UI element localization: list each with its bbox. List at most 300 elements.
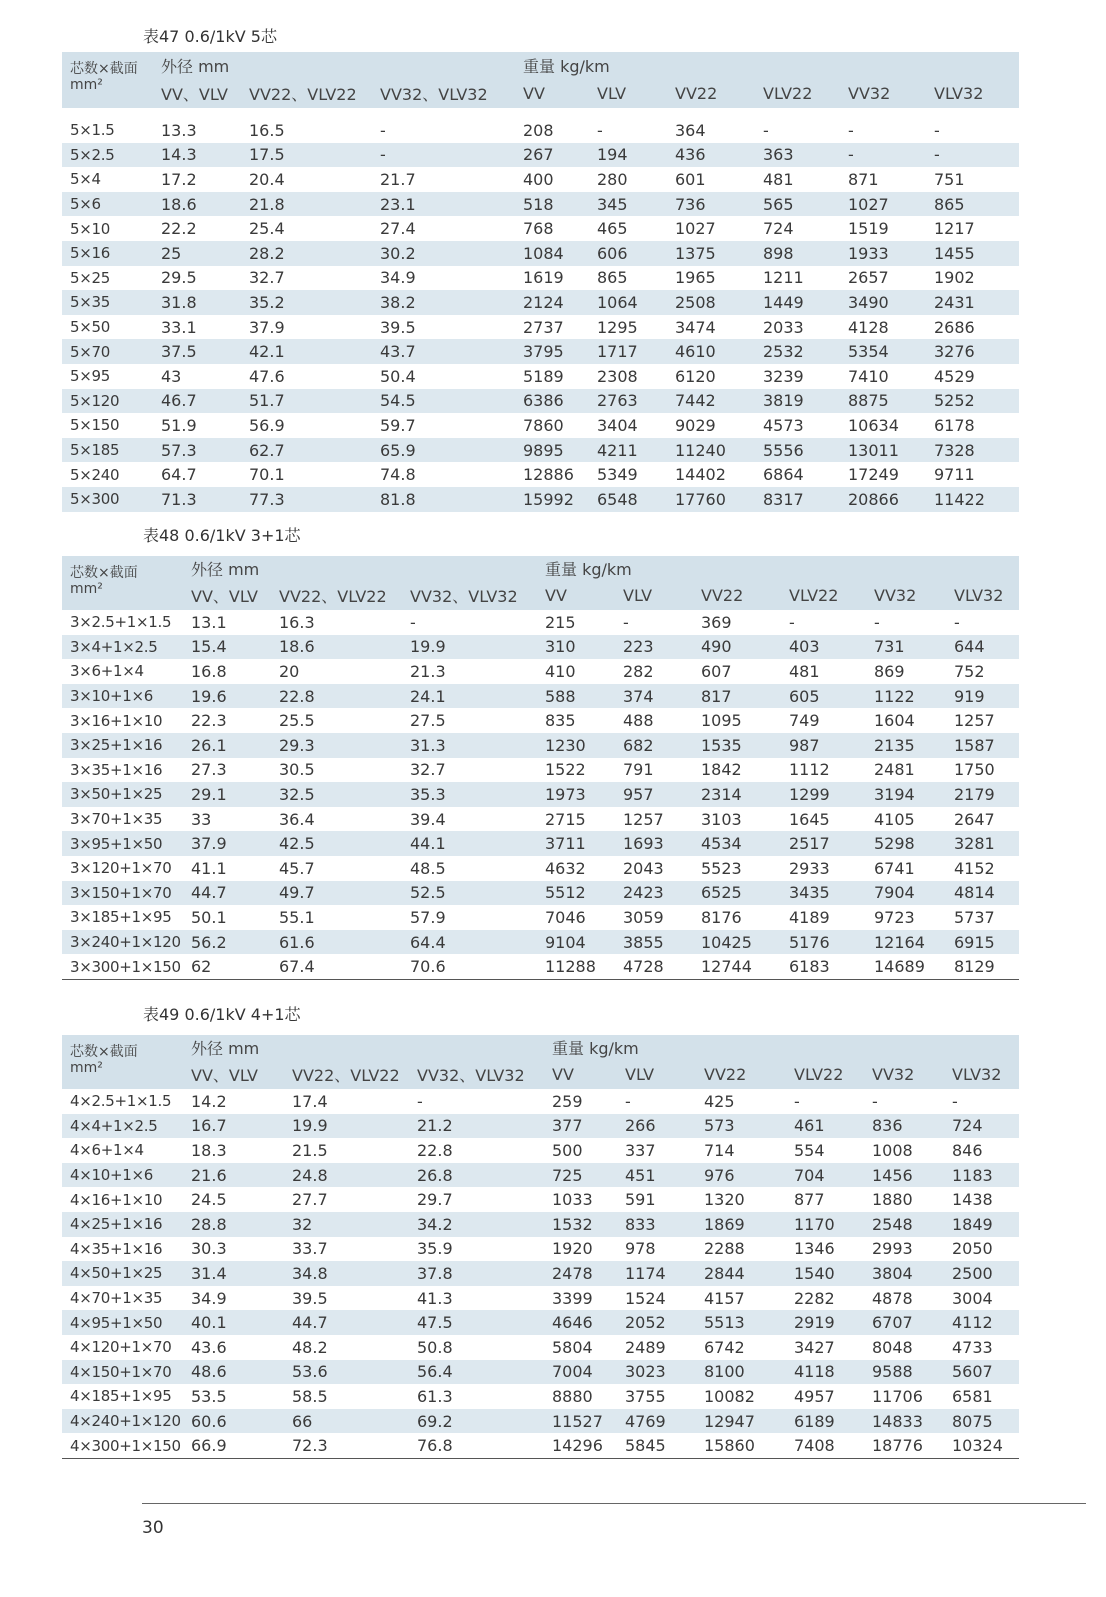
cell-value: 56.4 xyxy=(409,1360,544,1385)
cell-value: 833 xyxy=(617,1212,696,1237)
cell-value: 3755 xyxy=(617,1384,696,1409)
table-row xyxy=(62,905,1019,930)
cell-value: 1532 xyxy=(544,1212,617,1237)
cell-spec: 4×2.5+1×1.5 xyxy=(62,1089,183,1114)
cell-value: 32 xyxy=(284,1212,409,1237)
column-group-outer-diameter: 外径 mm xyxy=(153,52,515,78)
cell-value: 1230 xyxy=(537,733,615,758)
cell-value: 9588 xyxy=(864,1360,944,1385)
cell-value: 1717 xyxy=(589,339,667,364)
table-row xyxy=(62,389,1019,414)
table-48 xyxy=(62,556,1019,980)
table-row xyxy=(62,315,1019,340)
cell-value: 8048 xyxy=(864,1335,944,1360)
cell-value: 1027 xyxy=(675,219,716,239)
cell-value: 752 xyxy=(946,659,1019,684)
table-row xyxy=(62,364,1019,389)
cell-value: 12947 xyxy=(696,1409,786,1434)
cell-value: 835 xyxy=(537,708,615,733)
column-header-weight: VV xyxy=(537,580,615,610)
cell-value: - xyxy=(848,120,854,140)
cell-value: 403 xyxy=(781,635,866,660)
table-row xyxy=(62,782,1019,807)
cell-value: 8176 xyxy=(693,905,781,930)
cell-value: 33.1 xyxy=(161,317,197,337)
cell-value: - xyxy=(934,120,940,140)
cell-value: 12744 xyxy=(693,954,781,979)
cell-value: 18.6 xyxy=(153,192,241,217)
cell-value: 10634 xyxy=(848,415,899,435)
cell-value: 35.9 xyxy=(409,1237,544,1262)
cell-value: 714 xyxy=(696,1138,786,1163)
column-header-od: VV、VLV xyxy=(153,78,241,108)
column-header-weight: VV22 xyxy=(693,580,781,610)
column-header-od: VV22、VLV22 xyxy=(241,78,372,108)
table-47-caption: 表47 0.6/1kV 5芯 xyxy=(143,27,277,46)
cell-value: 51.9 xyxy=(161,415,197,435)
cell-value: 10082 xyxy=(696,1384,786,1409)
cell-value: 987 xyxy=(781,733,866,758)
cell-spec: 3×150+1×70 xyxy=(62,881,183,906)
column-header-weight: VV32 xyxy=(864,1059,944,1089)
cell-value: 1933 xyxy=(840,241,926,266)
cell-spec: 4×4+1×2.5 xyxy=(62,1114,183,1139)
column-header-od: VV、VLV xyxy=(183,1059,284,1089)
cell-value: 15.4 xyxy=(183,635,271,660)
cell-value: 194 xyxy=(589,143,667,168)
cell-value: 52.5 xyxy=(402,881,537,906)
cell-value: 481 xyxy=(763,169,794,189)
table-row xyxy=(62,1114,1019,1139)
cell-value: 1902 xyxy=(934,268,975,288)
cell-value: 57.9 xyxy=(402,905,537,930)
cell-value: 704 xyxy=(786,1163,864,1188)
cell-value: 436 xyxy=(667,143,755,168)
table-row xyxy=(62,167,1019,192)
table-row xyxy=(62,216,1019,241)
cell-spec: 3×16+1×10 xyxy=(62,708,183,733)
cell-value: - xyxy=(372,143,515,168)
cell-value: 2532 xyxy=(755,339,840,364)
cell-value: 17.2 xyxy=(161,169,197,189)
cell-value: 4118 xyxy=(786,1360,864,1385)
cell-value: 3819 xyxy=(755,389,840,414)
cell-value: 1522 xyxy=(537,758,615,783)
cell-value: 43 xyxy=(161,366,182,386)
table-row xyxy=(62,684,1019,709)
cell-value: 2993 xyxy=(864,1237,944,1262)
cell-value: 62 xyxy=(183,954,271,979)
cell-value: 2288 xyxy=(696,1237,786,1262)
cell-value: 518 xyxy=(515,192,589,217)
cell-value: 37.9 xyxy=(249,317,285,337)
table-row xyxy=(62,487,1019,512)
cell-value: 48.5 xyxy=(402,856,537,881)
cell-value: - xyxy=(380,120,386,140)
cell-value: 3427 xyxy=(786,1335,864,1360)
cell-value: 865 xyxy=(597,268,628,288)
cell-value: 3103 xyxy=(693,807,781,832)
cell-value: 2431 xyxy=(926,290,1019,315)
cell-value: 24.5 xyxy=(183,1187,284,1212)
cell-value: 41.3 xyxy=(409,1286,544,1311)
cell-value: 7328 xyxy=(926,438,1019,463)
column-header-weight: VLV22 xyxy=(781,580,866,610)
cell-value: 1449 xyxy=(755,290,840,315)
cell-value: 259 xyxy=(544,1089,617,1114)
cell-value: 9029 xyxy=(675,415,716,435)
cell-value: 19.9 xyxy=(284,1114,409,1139)
table-row xyxy=(62,413,1019,438)
column-header-weight: VLV xyxy=(617,1059,696,1089)
table-row xyxy=(62,438,1019,463)
cell-value: 588 xyxy=(537,684,615,709)
cell-value: 55.1 xyxy=(271,905,402,930)
column-header-weight: VLV32 xyxy=(946,580,1019,610)
cell-value: 5513 xyxy=(696,1310,786,1335)
cell-spec: 4×120+1×70 xyxy=(62,1335,183,1360)
cell-value: 2478 xyxy=(544,1261,617,1286)
cell-value: 554 xyxy=(786,1138,864,1163)
cell-value: 18776 xyxy=(864,1433,944,1458)
cell-spec: 4×25+1×16 xyxy=(62,1212,183,1237)
cell-value: 749 xyxy=(781,708,866,733)
cell-value: 1880 xyxy=(864,1187,944,1212)
table-row xyxy=(62,1360,1019,1385)
cell-value: 16.5 xyxy=(249,120,285,140)
cell-value: 37.5 xyxy=(153,339,241,364)
cell-spec: 5×150 xyxy=(70,416,120,435)
cell-value: 606 xyxy=(589,241,667,266)
cell-value: 57.3 xyxy=(153,438,241,463)
cell-value: - xyxy=(763,120,769,140)
cell-value: 27.3 xyxy=(183,758,271,783)
cell-value: 42.5 xyxy=(271,831,402,856)
cell-value: 215 xyxy=(537,610,615,635)
cell-value: 54.5 xyxy=(372,389,515,414)
cell-value: 41.1 xyxy=(183,856,271,881)
cell-value: 5176 xyxy=(781,930,866,955)
cell-value: 1750 xyxy=(946,758,1019,783)
cell-value: 817 xyxy=(693,684,781,709)
column-header-od: VV32、VLV32 xyxy=(409,1059,544,1089)
cell-spec: 4×35+1×16 xyxy=(62,1237,183,1262)
column-header-weight: VLV22 xyxy=(755,78,840,108)
cell-value: 7860 xyxy=(523,415,564,435)
cell-value: - xyxy=(781,610,866,635)
cell-spec: 4×16+1×10 xyxy=(62,1187,183,1212)
cell-value: 9895 xyxy=(515,438,589,463)
cell-value: 1320 xyxy=(696,1187,786,1212)
cell-value: 4529 xyxy=(934,366,975,386)
cell-value: 736 xyxy=(667,192,755,217)
cell-value: 267 xyxy=(515,143,589,168)
cell-spec: 5×50 xyxy=(70,318,110,337)
table-row xyxy=(62,758,1019,783)
column-header-od: VV22、VLV22 xyxy=(284,1059,409,1089)
cell-spec: 5×4 xyxy=(70,170,101,189)
cell-value: 64.4 xyxy=(402,930,537,955)
table-row xyxy=(62,1089,1019,1114)
cell-value: 601 xyxy=(675,169,706,189)
cell-value: 30.2 xyxy=(372,241,515,266)
cell-value: 34.9 xyxy=(183,1286,284,1311)
cell-value: 5252 xyxy=(926,389,1019,414)
cell-value: 11240 xyxy=(667,438,755,463)
cell-value: 846 xyxy=(944,1138,1019,1163)
cell-value: 2052 xyxy=(617,1310,696,1335)
cell-value: 4573 xyxy=(763,415,804,435)
table-row xyxy=(62,339,1019,364)
cell-value: - xyxy=(402,610,537,635)
cell-value: 1869 xyxy=(696,1212,786,1237)
cell-value: 3399 xyxy=(544,1286,617,1311)
cell-value: 1095 xyxy=(693,708,781,733)
cell-value: 978 xyxy=(617,1237,696,1262)
cell-value: 17.5 xyxy=(241,143,372,168)
cell-spec: 4×50+1×25 xyxy=(62,1261,183,1286)
table-row xyxy=(62,881,1019,906)
cell-value: 2737 xyxy=(523,317,564,337)
cell-value: 66 xyxy=(284,1409,409,1434)
cell-value: 1973 xyxy=(537,782,615,807)
cell-value: 53.6 xyxy=(284,1360,409,1385)
cell-value: 6525 xyxy=(693,881,781,906)
cell-value: 1122 xyxy=(866,684,946,709)
cell-value: 37.8 xyxy=(409,1261,544,1286)
cell-value: 957 xyxy=(615,782,693,807)
cell-value: 1257 xyxy=(615,807,693,832)
cell-value: 1299 xyxy=(781,782,866,807)
table-row xyxy=(62,635,1019,660)
cell-value: 410 xyxy=(537,659,615,684)
cell-value: 1033 xyxy=(544,1187,617,1212)
cell-value: 39.4 xyxy=(402,807,537,832)
cell-value: 5298 xyxy=(866,831,946,856)
cell-value: 8100 xyxy=(696,1360,786,1385)
cell-value: 3474 xyxy=(675,317,716,337)
cell-value: 5804 xyxy=(544,1335,617,1360)
cell-value: 16.7 xyxy=(183,1114,284,1139)
cell-value: 791 xyxy=(615,758,693,783)
cell-value: 345 xyxy=(589,192,667,217)
cell-value: 3795 xyxy=(515,339,589,364)
column-header-weight: VLV22 xyxy=(786,1059,864,1089)
column-header-weight: VLV32 xyxy=(926,78,1019,108)
cell-value: 27.5 xyxy=(402,708,537,733)
cell-value: 400 xyxy=(523,169,554,189)
table-row xyxy=(62,1286,1019,1311)
cell-value: 3023 xyxy=(617,1360,696,1385)
cell-value: 38.2 xyxy=(372,290,515,315)
cell-value: 11527 xyxy=(544,1409,617,1434)
cell-value: 18.3 xyxy=(183,1138,284,1163)
cell-value: 33.7 xyxy=(284,1237,409,1262)
cell-value: 607 xyxy=(693,659,781,684)
cell-value: 35.3 xyxy=(402,782,537,807)
cell-value: 21.7 xyxy=(380,169,416,189)
cell-value: 29.3 xyxy=(271,733,402,758)
cell-spec: 3×10+1×6 xyxy=(62,684,183,709)
cell-value: - xyxy=(786,1089,864,1114)
cell-value: 3804 xyxy=(864,1261,944,1286)
cell-value: 377 xyxy=(544,1114,617,1139)
cell-value: 4733 xyxy=(944,1335,1019,1360)
cell-value: 31.3 xyxy=(402,733,537,758)
cell-value: 48.2 xyxy=(284,1335,409,1360)
cell-value: 731 xyxy=(866,635,946,660)
cell-value: 7410 xyxy=(848,366,889,386)
table-row xyxy=(62,1310,1019,1335)
cell-value: - xyxy=(944,1089,1019,1114)
cell-value: 43.7 xyxy=(372,339,515,364)
cell-value: 60.6 xyxy=(183,1409,284,1434)
cell-value: 5845 xyxy=(617,1433,696,1458)
cell-value: 2282 xyxy=(786,1286,864,1311)
cell-value: 768 xyxy=(523,219,554,239)
cell-value: 71.3 xyxy=(153,487,241,512)
cell-value: 70.1 xyxy=(249,465,285,485)
cell-value: 17.4 xyxy=(284,1089,409,1114)
cell-value: 724 xyxy=(763,219,794,239)
cell-value: 28.2 xyxy=(241,241,372,266)
cell-value: 16.8 xyxy=(183,659,271,684)
cell-value: 2508 xyxy=(667,290,755,315)
cell-value: 565 xyxy=(755,192,840,217)
cell-value: 6189 xyxy=(786,1409,864,1434)
cell-value: 5512 xyxy=(537,881,615,906)
cell-value: 280 xyxy=(597,169,628,189)
cell-value: 37.9 xyxy=(183,831,271,856)
cell-value: 48.6 xyxy=(183,1360,284,1385)
cell-spec: 3×300+1×150 xyxy=(62,954,183,979)
cell-spec: 5×2.5 xyxy=(62,143,153,168)
table-row xyxy=(62,1187,1019,1212)
cell-value: 21.2 xyxy=(409,1114,544,1139)
cell-value: 10425 xyxy=(693,930,781,955)
table-row xyxy=(62,807,1019,832)
cell-value: 76.8 xyxy=(409,1433,544,1458)
cell-value: 1524 xyxy=(617,1286,696,1311)
column-header-od: VV32、VLV32 xyxy=(402,580,537,610)
cell-value: 2481 xyxy=(866,758,946,783)
column-header-weight: VLV32 xyxy=(944,1059,1019,1089)
table-row xyxy=(62,143,1019,168)
cell-value: 22.2 xyxy=(161,219,197,239)
cell-value: 6741 xyxy=(866,856,946,881)
cell-value: 13.1 xyxy=(183,610,271,635)
cell-value: 67.4 xyxy=(271,954,402,979)
column-header-spec xyxy=(62,1035,183,1089)
cell-value: 1842 xyxy=(693,758,781,783)
cell-value: 869 xyxy=(866,659,946,684)
cell-value: 1211 xyxy=(763,268,804,288)
cell-value: 374 xyxy=(615,684,693,709)
column-header-weight: VV xyxy=(515,78,589,108)
cell-spec: 3×95+1×50 xyxy=(62,831,183,856)
cell-value: 4128 xyxy=(848,317,889,337)
cell-value: 10324 xyxy=(944,1433,1019,1458)
cell-value: 461 xyxy=(786,1114,864,1139)
cell-value: 369 xyxy=(693,610,781,635)
table-row xyxy=(62,192,1019,217)
cell-value: 50.8 xyxy=(409,1335,544,1360)
cell-value: 27.7 xyxy=(284,1187,409,1212)
cell-value: 62.7 xyxy=(241,438,372,463)
cell-value: 40.1 xyxy=(183,1310,284,1335)
column-group-outer-diameter: 外径 mm xyxy=(183,556,537,580)
cell-value: 2050 xyxy=(944,1237,1019,1262)
table-row xyxy=(62,708,1019,733)
cell-value: 5607 xyxy=(944,1360,1019,1385)
cell-value: 266 xyxy=(617,1114,696,1139)
cell-value: 34.2 xyxy=(409,1212,544,1237)
column-group-weight: 重量 kg/km xyxy=(544,1035,1019,1059)
cell-value: 1519 xyxy=(848,219,889,239)
cell-value: 2715 xyxy=(537,807,615,832)
table-47 xyxy=(62,52,1019,512)
spec-unit: mm² xyxy=(70,581,103,597)
cell-value: 24.8 xyxy=(284,1163,409,1188)
cell-value: 6386 xyxy=(515,389,589,414)
table-row xyxy=(62,290,1019,315)
cell-value: 1455 xyxy=(926,241,1019,266)
cell-value: 2423 xyxy=(615,881,693,906)
cell-value: 74.8 xyxy=(380,465,416,485)
cell-value: 12164 xyxy=(866,930,946,955)
cell-value: 1438 xyxy=(944,1187,1019,1212)
cell-value: 3239 xyxy=(763,366,804,386)
cell-value: 21.8 xyxy=(241,192,372,217)
cell-value: 13011 xyxy=(840,438,926,463)
cell-value: 51.7 xyxy=(241,389,372,414)
table-row xyxy=(62,930,1019,955)
table-row xyxy=(62,1237,1019,1262)
cell-value: 72.3 xyxy=(284,1433,409,1458)
cell-value: 5349 xyxy=(597,465,638,485)
cell-value: 591 xyxy=(617,1187,696,1212)
spec-unit: mm² xyxy=(70,1060,103,1076)
cell-value: 2548 xyxy=(864,1212,944,1237)
cell-value: - xyxy=(864,1089,944,1114)
cell-value: 34.9 xyxy=(380,268,416,288)
cell-value: 1540 xyxy=(786,1261,864,1286)
cell-value: 25 xyxy=(153,241,241,266)
cell-value: 4610 xyxy=(667,339,755,364)
cell-value: 15992 xyxy=(515,487,589,512)
cell-value: 3281 xyxy=(946,831,1019,856)
table-row xyxy=(62,610,1019,635)
cell-value: 2033 xyxy=(763,317,804,337)
cell-value: 17760 xyxy=(667,487,755,512)
cell-value: 14833 xyxy=(864,1409,944,1434)
cell-value: 605 xyxy=(781,684,866,709)
column-header-weight: VLV xyxy=(589,78,667,108)
cell-value: 682 xyxy=(615,733,693,758)
cell-spec: 4×300+1×150 xyxy=(62,1433,183,1458)
cell-value: 4105 xyxy=(866,807,946,832)
cell-value: 337 xyxy=(617,1138,696,1163)
cell-value: - xyxy=(615,610,693,635)
table-row xyxy=(62,1409,1019,1434)
cell-value: 3004 xyxy=(944,1286,1019,1311)
cell-value: 6707 xyxy=(864,1310,944,1335)
cell-value: 3059 xyxy=(615,905,693,930)
cell-value: 32.7 xyxy=(402,758,537,783)
column-group-weight: 重量 kg/km xyxy=(537,556,1019,580)
cell-value: 2657 xyxy=(848,268,889,288)
cell-value: - xyxy=(926,143,1019,168)
